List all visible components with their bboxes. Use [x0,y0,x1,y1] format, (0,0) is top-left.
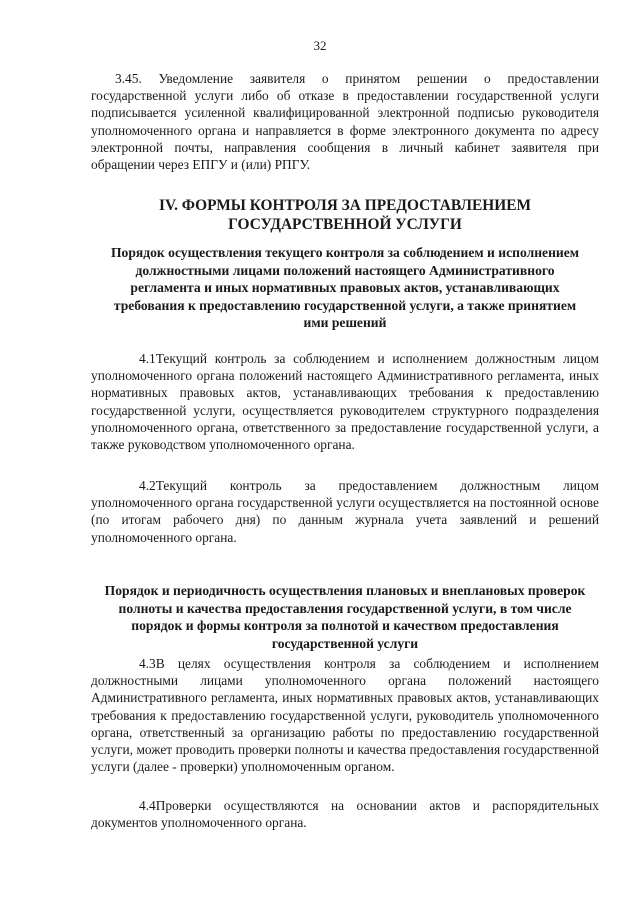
paragraph-number: 4.1 [139,351,156,366]
paragraph-4-1 [91,350,599,453]
paragraph-4-4 [91,797,599,831]
paragraph-3-45: 3.45. Уведомление заявителя о принятом решении о предоставлении государственной услуги либо об отказе в предоставлении государственной услуги подписывается усиленной квалифицированной электронной подписью руководителя уполномоченного органа и направляется в форме электронного документа по адресу электронной почты, направления сообщения в личный кабинет заявителя при обращении через ЕПГУ и (или) РПГУ. [91,71,599,173]
subheading-periodic-checks: Порядок и периодичность осуществления плановых и внеплановых проверок полноты и качества предоставления государственной услуги, в том числе порядок и формы контроля за полнотой и качеством предоставления государственной услуги [104,583,586,651]
paragraph-text: Текущий контроль за предоставлением должностным лицом уполномоченного органа государственной услуги осуществляется на постоянной основе (по итогам рабочего дня) по данным журнала учета заявлений и решений уполномоченного органа. [91,478,599,545]
paragraph-text: Проверки осуществляются на основании актов и распорядительных документов уполномоченного органа. [91,798,599,831]
paragraph-text: В целях осуществления контроля за соблюдением и исполнением должностными лицами уполномоченного органа положений настоящего Административного регламента, иных нормативных правовых актов, устанавливающих требования к предоставлению государственной услуги, руководитель уполномоченного органа, ответственный за организацию работы по предоставлению государственной услуги, может проводить проверки полноты и качества предоставления государственной услуги (далее - проверки) уполномоченным органом. [91,656,599,775]
paragraph-number: 4.4 [139,798,156,813]
page-number: 32 [313,38,327,53]
paragraph-4-3 [91,655,599,775]
paragraph-text: Текущий контроль за соблюдением и исполнением должностным лицом уполномоченного органа положений настоящего Административного регламента, иных нормативных правовых актов, устанавливающих требования к предоставлению государственной услуги, осуществляется руководителем структурного подразделения уполномоченного органа, ответственного за предоставление государственной услуги, а также руководством уполномоченного органа. [91,351,599,453]
subheading-current-control: Порядок осуществления текущего контроля за соблюдением и исполнением должностными лицами положений настоящего Административного регламента и иных нормативных правовых актов, устанавливающих требования к предоставлению государственной услуги, а также принятием ими решений [110,245,580,331]
paragraph-number: 4.3 [139,656,156,671]
section-title: IV. ФОРМЫ КОНТРОЛЯ ЗА ПРЕДОСТАВЛЕНИЕМ ГОСУДАРСТВЕННОЙ УСЛУГИ [158,197,532,233]
paragraph-4-2 [91,477,599,546]
paragraph-number: 4.2 [139,478,156,493]
